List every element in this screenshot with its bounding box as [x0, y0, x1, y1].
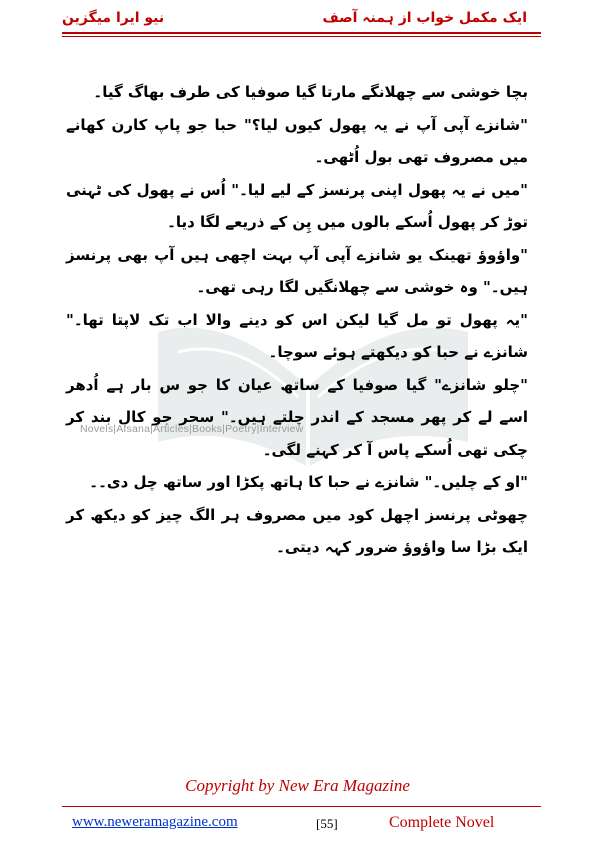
paragraph: بچا خوشی سے چھلانگے مارتا گیا صوفیا کی طرف بھاگ گیا۔ — [93, 83, 528, 101]
paragraph: "واؤوؤ تھینک یو شانزے آپی آپ بہت اچھی ہیں آپ بھی پرنسز ہیں۔" وہ خوشی سے چھلانگیں لگا رہی تھی۔ — [66, 245, 528, 296]
footer-rule — [62, 806, 541, 807]
paragraph: "میں نے یہ پھول اپنی پرنسز کے لیے لیا۔" اُس نے پھول کی ٹہنی توڑ کر پھول اُسکے بالوں میں پِن کے ذریعے لگا دیا۔ — [66, 180, 528, 231]
paragraph: "او کے چلیں۔" شانزے نے حبا کا ہاتھ پکڑا اور ساتھ چل دی۔۔ — [89, 473, 528, 491]
paragraph: "چلو شانزے" گیا صوفیا کے ساتھ عیان کا جو س بار ہے اُدھر اسے لے کر پھر مسجد کے اندر چلتے ہیں۔" سحر جو کال بند کر چکی تھی اُسکے پاس آ کر کہنے لگی۔ — [66, 375, 528, 459]
paragraph: "یہ پھول تو مل گیا لیکن اس کو دینے والا اب تک لاپتا تھا۔" شانزے نے حبا کو دیکھتے ہوئے سوچا۔ — [66, 310, 528, 361]
paragraph: "شانزے آپی آپ نے یہ پھول کیوں لیا؟" حبا جو پاپ کارن کھانے میں مصروف تھی بول اُٹھی۔ — [66, 115, 528, 166]
story-body — [66, 76, 528, 564]
header-rule-thin — [62, 36, 541, 37]
page-header — [0, 0, 595, 36]
watermark-text: Novels|Afsana|Articles|Books|Poetry|Interview — [80, 423, 304, 435]
paragraph: چھوٹی پرنسز اچھل کود میں مصروف ہر الگ چیز کو دیکھ کر ایک بڑا سا واؤوؤ ضرور کہہ دیتی۔ — [66, 505, 528, 556]
magazine-name: نیو ایرا میگزین — [62, 10, 165, 26]
story-title: ایک مکمل خواب از ہمنہ آصف — [322, 10, 527, 26]
website-link[interactable]: www.neweramagazine.com — [72, 814, 238, 830]
header-rule — [62, 32, 541, 34]
page-number: [55] — [316, 816, 338, 831]
complete-novel-label: Complete Novel — [389, 814, 495, 831]
copyright-notice: Copyright by New Era Magazine — [185, 776, 410, 795]
